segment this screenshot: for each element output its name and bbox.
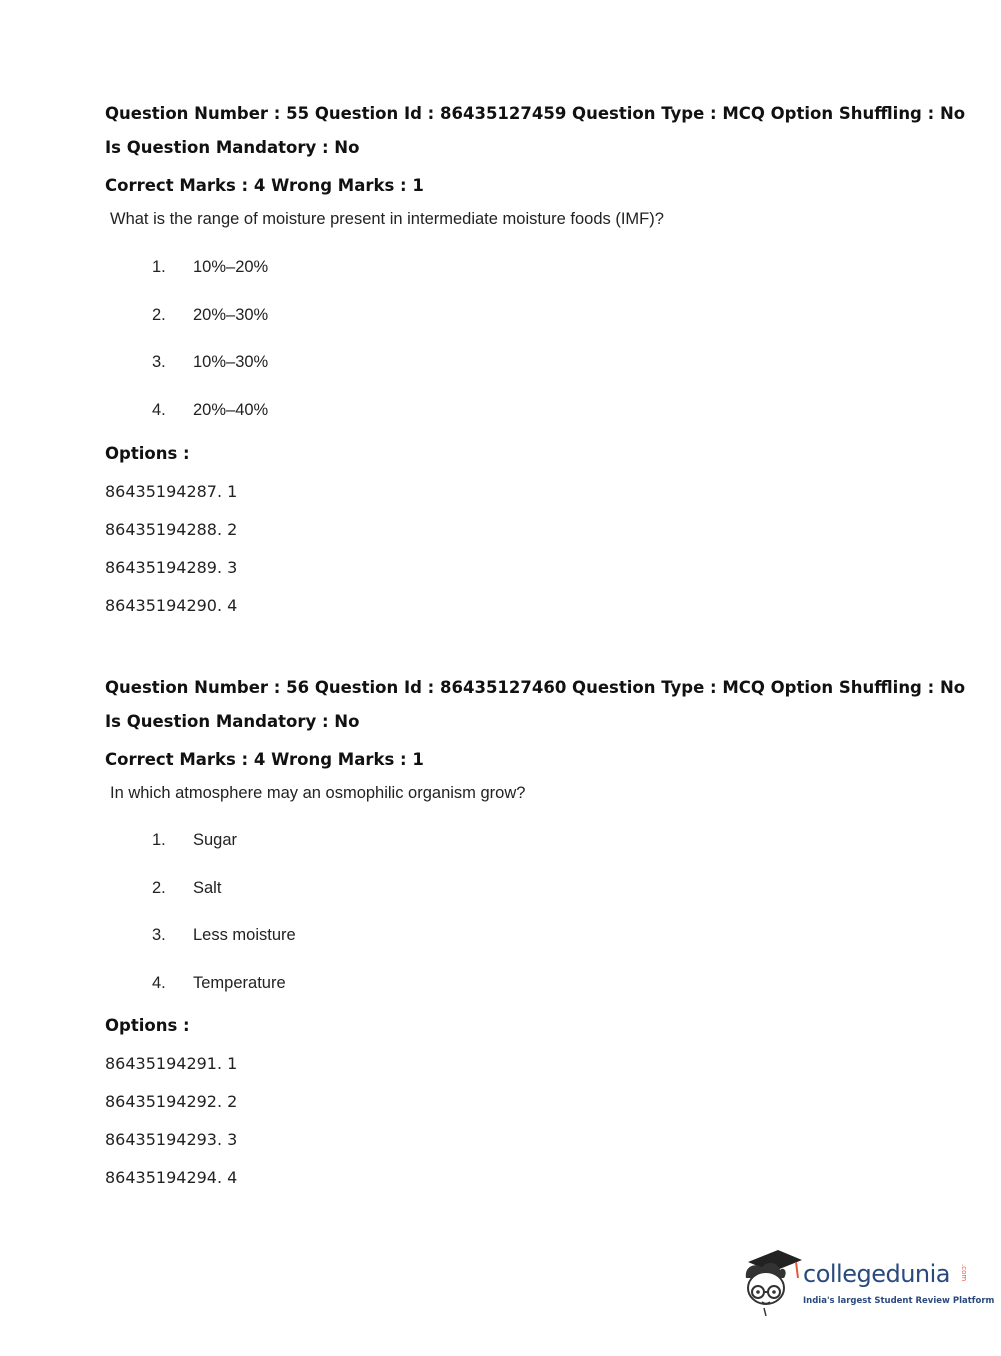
student-mascot-icon xyxy=(740,1248,804,1318)
choice-number: 1. xyxy=(152,258,166,276)
option-id-line: 86435194293. 3 xyxy=(105,1130,238,1149)
question-stem: In which atmosphere may an osmophilic organism grow? xyxy=(110,784,526,802)
choice-text: Salt xyxy=(193,879,222,897)
option-id-line: 86435194291. 1 xyxy=(105,1054,238,1073)
option-id-line: 86435194294. 4 xyxy=(105,1168,238,1187)
choice-text: Sugar xyxy=(193,831,238,849)
option-id-line: 86435194292. 2 xyxy=(105,1092,238,1111)
choice-number: 4. xyxy=(152,974,166,992)
question-header: Question Number : 56 Question Id : 86435127460 Question Type : MCQ Option Shuffling : No xyxy=(105,678,966,697)
choice-text: 20%–40% xyxy=(193,401,269,419)
logo-tagline: India's largest Student Review Platform xyxy=(803,1296,995,1306)
choice-number: 1. xyxy=(152,831,166,849)
question-marks: Correct Marks : 4 Wrong Marks : 1 xyxy=(105,176,424,195)
question-mandatory: Is Question Mandatory : No xyxy=(105,712,360,731)
option-id-line: 86435194288. 2 xyxy=(105,520,238,539)
question-header: Question Number : 55 Question Id : 86435127459 Question Type : MCQ Option Shuffling : No xyxy=(105,104,966,123)
choice-text: Temperature xyxy=(193,974,286,992)
options-label: Options : xyxy=(105,444,190,463)
option-id-line: 86435194290. 4 xyxy=(105,596,238,615)
choice-text: 10%–20% xyxy=(193,258,269,276)
collegedunia-logo[interactable] xyxy=(740,1248,995,1318)
choice-number: 3. xyxy=(152,353,166,371)
choice-number: 2. xyxy=(152,306,166,324)
logo-domain: .com xyxy=(960,1264,968,1282)
choice-text: Less moisture xyxy=(193,926,296,944)
logo-wordmark: collegedunia xyxy=(803,1260,951,1288)
choice-number: 3. xyxy=(152,926,166,944)
question-mandatory: Is Question Mandatory : No xyxy=(105,138,360,157)
choice-number: 2. xyxy=(152,879,166,897)
options-label: Options : xyxy=(105,1016,190,1035)
choice-text: 20%–30% xyxy=(193,306,269,324)
choice-text: 10%–30% xyxy=(193,353,269,371)
choice-number: 4. xyxy=(152,401,166,419)
question-marks: Correct Marks : 4 Wrong Marks : 1 xyxy=(105,750,424,769)
question-stem: What is the range of moisture present in intermediate moisture foods (IMF)? xyxy=(110,210,664,228)
option-id-line: 86435194287. 1 xyxy=(105,482,238,501)
option-id-line: 86435194289. 3 xyxy=(105,558,238,577)
